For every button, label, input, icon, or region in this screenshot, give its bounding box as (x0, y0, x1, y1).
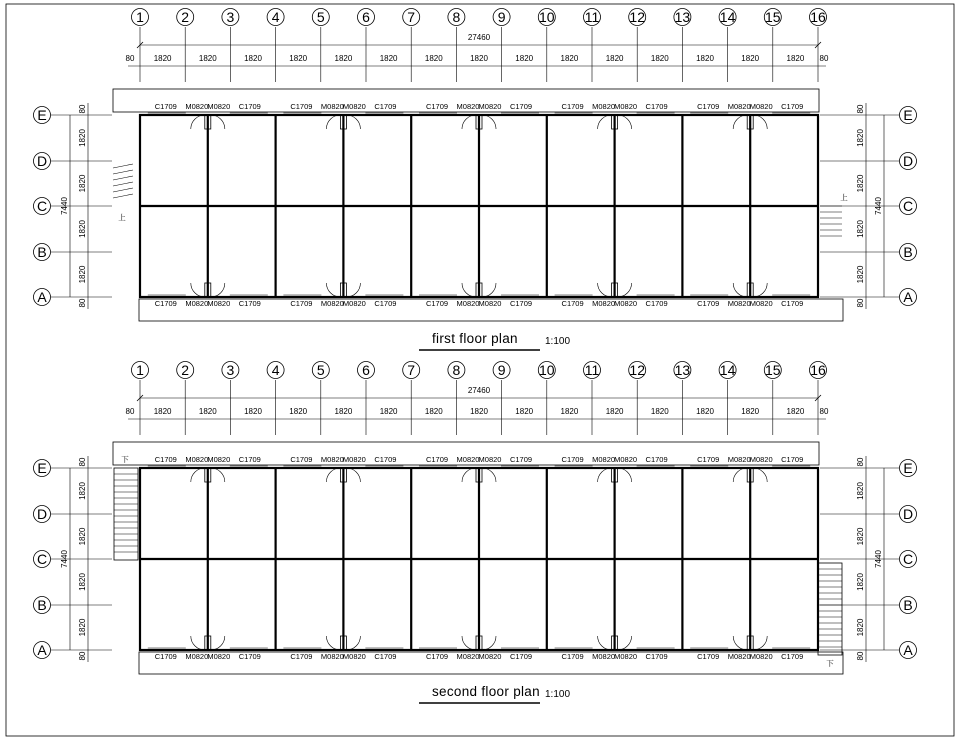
door-label: M0820 (749, 455, 773, 464)
window-label: C1709 (154, 455, 177, 464)
dimension-end: 80 (78, 651, 87, 661)
axis-number: 1 (136, 9, 144, 25)
door-label: M0820 (478, 102, 502, 111)
window-label: C1709 (645, 299, 668, 308)
axis-letter: E (903, 107, 913, 123)
door-swing (211, 283, 225, 297)
dimension-end: 80 (819, 54, 829, 63)
door-label: M0820 (727, 455, 751, 464)
window-label: C1709 (425, 299, 449, 308)
dimension-row: 1820 (78, 482, 87, 500)
door-swing (211, 468, 225, 482)
door-label: M0820 (614, 299, 638, 308)
dimension-end: 80 (78, 457, 87, 467)
dimension-end: 80 (125, 54, 135, 63)
dimension-bay: 1820 (515, 54, 534, 63)
door-swing (753, 283, 767, 297)
dimension-row: 1820 (78, 618, 87, 637)
dimension-row: 1820 (78, 129, 87, 147)
door-swing (482, 636, 496, 650)
dimension-end: 80 (125, 407, 135, 416)
door-label: M0820 (749, 102, 773, 111)
window-label: C1709 (645, 455, 668, 464)
axis-number: 5 (316, 9, 325, 25)
axis-number: 15 (765, 9, 781, 25)
dimension-end: 80 (819, 407, 829, 416)
window-label: C1709 (697, 652, 720, 661)
door-label: M0820 (342, 652, 366, 661)
dimension-bay: 1820 (786, 54, 805, 63)
dimension-row: 1820 (856, 527, 865, 546)
window-label: C1709 (290, 652, 313, 661)
window-label: C1709 (425, 652, 449, 661)
window-label: C1709 (425, 455, 449, 464)
door-label: M0820 (185, 455, 209, 464)
axis-number: 2 (181, 362, 190, 378)
axis-number: 12 (629, 362, 645, 378)
dimension-row: 1820 (78, 174, 87, 193)
axis-letter: C (902, 198, 914, 214)
axis-number: 8 (452, 9, 461, 25)
dimension-end: 80 (78, 104, 87, 114)
plan-title: second floor plan (432, 684, 540, 699)
dimension-bay: 1820 (198, 54, 217, 63)
door-label: M0820 (185, 102, 209, 111)
door-swing (462, 468, 476, 482)
window-label: C1709 (290, 299, 313, 308)
axis-letter: A (37, 289, 47, 305)
door-swing (733, 636, 747, 650)
axis-letter: C (36, 551, 48, 567)
axis-number: 9 (497, 9, 506, 25)
door-label: M0820 (727, 299, 751, 308)
door-swing (346, 468, 360, 482)
door-label: M0820 (456, 102, 480, 111)
door-swing (211, 636, 225, 650)
axis-number: 11 (584, 362, 600, 378)
door-label: M0820 (456, 299, 480, 308)
stair-tread (113, 164, 133, 168)
dimension-bay: 1820 (424, 407, 443, 416)
axis-number: 6 (362, 9, 370, 25)
door-label: M0820 (478, 299, 502, 308)
dimension-bay: 1820 (379, 407, 398, 416)
dimension-total: 7440 (60, 550, 69, 568)
door-swing (191, 636, 205, 650)
axis-number: 8 (452, 362, 461, 378)
door-swing (733, 115, 747, 129)
door-swing (346, 636, 360, 650)
axis-number: 13 (674, 9, 691, 25)
dimension-bay: 1820 (741, 407, 760, 416)
door-label: M0820 (478, 455, 502, 464)
door-label: M0820 (592, 102, 616, 111)
dimension-bay: 1820 (198, 407, 217, 416)
axis-letter: A (903, 642, 913, 658)
window-label: C1709 (154, 102, 177, 111)
window-label: C1709 (374, 299, 397, 308)
axis-letter: D (902, 153, 914, 169)
dimension-total: 7440 (60, 197, 69, 215)
door-label: M0820 (749, 299, 773, 308)
axis-number: 1 (136, 362, 144, 378)
axis-letter: B (37, 597, 47, 613)
window-label: C1709 (374, 455, 397, 464)
door-swing (598, 115, 612, 129)
door-swing (462, 283, 476, 297)
axis-letter: C (36, 198, 48, 214)
door-label: M0820 (592, 455, 616, 464)
dimension-row: 1820 (856, 265, 865, 284)
door-swing (733, 468, 747, 482)
dimension-bay: 1820 (696, 407, 714, 416)
window-label: C1709 (154, 652, 177, 661)
dimension-bay: 1820 (560, 407, 579, 416)
window-label: C1709 (561, 652, 584, 661)
window-label: C1709 (781, 299, 804, 308)
axis-number: 15 (765, 362, 781, 378)
window-label: C1709 (561, 455, 584, 464)
axis-number: 2 (181, 9, 190, 25)
stair-label: 下 (826, 659, 834, 668)
door-swing (618, 283, 632, 297)
window-label: C1709 (154, 299, 177, 308)
axis-number: 6 (362, 362, 370, 378)
door-label: M0820 (207, 652, 231, 661)
door-label: M0820 (727, 652, 751, 661)
door-swing (326, 283, 340, 297)
dimension-row: 1820 (856, 482, 865, 500)
window-label: C1709 (238, 299, 261, 308)
door-swing (753, 636, 767, 650)
door-swing (482, 115, 496, 129)
door-label: M0820 (614, 455, 638, 464)
door-label: M0820 (749, 652, 773, 661)
stair-tread (113, 194, 133, 198)
dimension-bay: 1820 (334, 407, 353, 416)
window-label: C1709 (645, 652, 668, 661)
door-swing (618, 468, 632, 482)
dimension-row: 1820 (856, 220, 865, 238)
dimension-row: 1820 (78, 527, 87, 546)
axis-letter: D (36, 153, 48, 169)
dimension-total: 7440 (874, 550, 883, 568)
dimension-end: 80 (856, 104, 865, 114)
window-label: C1709 (238, 102, 261, 111)
dimension-bay: 1820 (153, 407, 172, 416)
dimension-row: 1820 (856, 129, 865, 147)
axis-letter: C (902, 551, 914, 567)
axis-number: 10 (539, 362, 555, 378)
axis-letter: B (903, 244, 913, 260)
axis-number: 13 (674, 362, 691, 378)
door-label: M0820 (592, 299, 616, 308)
axis-number: 14 (719, 362, 736, 378)
dimension-bay: 1820 (244, 407, 262, 416)
second-floor-plan (34, 362, 917, 704)
door-swing (346, 115, 360, 129)
door-label: M0820 (478, 652, 502, 661)
axis-number: 16 (810, 9, 826, 25)
dimension-row: 1820 (78, 220, 87, 238)
door-label: M0820 (185, 299, 209, 308)
door-swing (733, 283, 747, 297)
door-label: M0820 (456, 455, 480, 464)
axis-number: 9 (497, 362, 506, 378)
dimension-overall: 27460 (467, 33, 491, 42)
dimension-bay: 1820 (605, 407, 624, 416)
dimension-bay: 1820 (153, 54, 172, 63)
stair-tread (113, 182, 133, 186)
window-label: C1709 (290, 102, 313, 111)
stair-label: 上 (118, 213, 126, 222)
door-label: M0820 (456, 652, 480, 661)
door-swing (598, 283, 612, 297)
door-swing (462, 115, 476, 129)
axis-letter: D (36, 506, 48, 522)
door-label: M0820 (207, 102, 231, 111)
window-label: C1709 (561, 299, 584, 308)
window-label: C1709 (509, 652, 533, 661)
door-swing (191, 283, 205, 297)
axis-number: 7 (407, 9, 416, 25)
axis-number: 4 (271, 362, 280, 378)
window-label: C1709 (374, 652, 397, 661)
door-label: M0820 (185, 652, 209, 661)
axis-letter: B (903, 597, 913, 613)
door-label: M0820 (207, 455, 231, 464)
door-label: M0820 (320, 102, 344, 111)
door-swing (753, 115, 767, 129)
window-label: C1709 (509, 299, 533, 308)
door-swing (482, 468, 496, 482)
dimension-bay: 1820 (560, 54, 579, 63)
door-label: M0820 (320, 652, 344, 661)
door-swing (482, 283, 496, 297)
axis-number: 5 (316, 362, 325, 378)
door-label: M0820 (320, 299, 344, 308)
window-label: C1709 (697, 455, 720, 464)
axis-letter: E (37, 460, 47, 476)
axis-letter: D (902, 506, 914, 522)
door-label: M0820 (320, 455, 344, 464)
dimension-end: 80 (856, 651, 865, 661)
first-floor-plan (34, 9, 917, 351)
window-label: C1709 (645, 102, 668, 111)
dimension-bay: 1820 (244, 54, 262, 63)
door-label: M0820 (342, 455, 366, 464)
door-swing (598, 636, 612, 650)
door-swing (191, 468, 205, 482)
dimension-total: 7440 (874, 197, 883, 215)
axis-letter: B (37, 244, 47, 260)
axis-number: 7 (407, 362, 416, 378)
axis-number: 14 (719, 9, 736, 25)
door-label: M0820 (207, 299, 231, 308)
stair-label: 下 (121, 455, 129, 464)
door-label: M0820 (342, 299, 366, 308)
door-swing (326, 468, 340, 482)
plan-title: first floor plan (432, 331, 518, 346)
dimension-row: 1820 (78, 265, 87, 284)
door-swing (462, 636, 476, 650)
door-swing (191, 115, 205, 129)
door-label: M0820 (614, 102, 638, 111)
door-swing (598, 468, 612, 482)
window-label: C1709 (781, 455, 804, 464)
axis-number: 16 (810, 362, 826, 378)
dimension-bay: 1820 (424, 54, 443, 63)
plan-scale: 1:100 (545, 336, 571, 347)
stair-tread (113, 176, 133, 180)
dimension-bay: 1820 (696, 54, 714, 63)
axis-number: 3 (226, 362, 235, 378)
door-label: M0820 (614, 652, 638, 661)
dimension-bay: 1820 (605, 54, 624, 63)
dimension-row: 1820 (856, 618, 865, 637)
door-label: M0820 (342, 102, 366, 111)
axis-number: 12 (629, 9, 645, 25)
axis-letter: A (903, 289, 913, 305)
window-label: C1709 (561, 102, 584, 111)
dimension-row: 1820 (856, 573, 865, 591)
axis-number: 4 (271, 9, 280, 25)
door-swing (326, 636, 340, 650)
stair-label: 上 (840, 193, 848, 202)
dimension-bay: 1820 (741, 54, 760, 63)
window-label: C1709 (509, 455, 533, 464)
door-label: M0820 (727, 102, 751, 111)
axis-number: 3 (226, 9, 235, 25)
window-label: C1709 (697, 299, 720, 308)
dimension-bay: 1820 (470, 54, 488, 63)
axis-number: 11 (584, 9, 600, 25)
door-swing (346, 283, 360, 297)
dimension-end: 80 (856, 457, 865, 467)
window-label: C1709 (238, 455, 261, 464)
window-label: C1709 (374, 102, 397, 111)
door-swing (753, 468, 767, 482)
axis-letter: E (903, 460, 913, 476)
door-label: M0820 (592, 652, 616, 661)
door-swing (618, 115, 632, 129)
dimension-bay: 1820 (786, 407, 805, 416)
axis-letter: E (37, 107, 47, 123)
dimension-bay: 1820 (334, 54, 353, 63)
door-swing (211, 115, 225, 129)
dimension-row: 1820 (78, 573, 87, 591)
dimension-overall: 27460 (467, 386, 491, 395)
dimension-bay: 1820 (289, 407, 308, 416)
plan-scale: 1:100 (545, 689, 571, 700)
dimension-bay: 1820 (650, 407, 669, 416)
window-label: C1709 (781, 102, 804, 111)
window-label: C1709 (697, 102, 720, 111)
dimension-row: 1820 (856, 174, 865, 193)
dimension-bay: 1820 (515, 407, 534, 416)
window-label: C1709 (509, 102, 533, 111)
dimension-end: 80 (78, 298, 87, 308)
window-label: C1709 (425, 102, 449, 111)
dimension-end: 80 (856, 298, 865, 308)
door-swing (326, 115, 340, 129)
stair-tread (113, 188, 133, 192)
window-label: C1709 (238, 652, 261, 661)
axis-letter: A (37, 642, 47, 658)
stair-tread (113, 170, 133, 174)
window-label: C1709 (290, 455, 313, 464)
dimension-bay: 1820 (470, 407, 488, 416)
dimension-bay: 1820 (289, 54, 308, 63)
dimension-bay: 1820 (379, 54, 398, 63)
window-label: C1709 (781, 652, 804, 661)
dimension-bay: 1820 (650, 54, 669, 63)
door-swing (618, 636, 632, 650)
axis-number: 10 (539, 9, 555, 25)
